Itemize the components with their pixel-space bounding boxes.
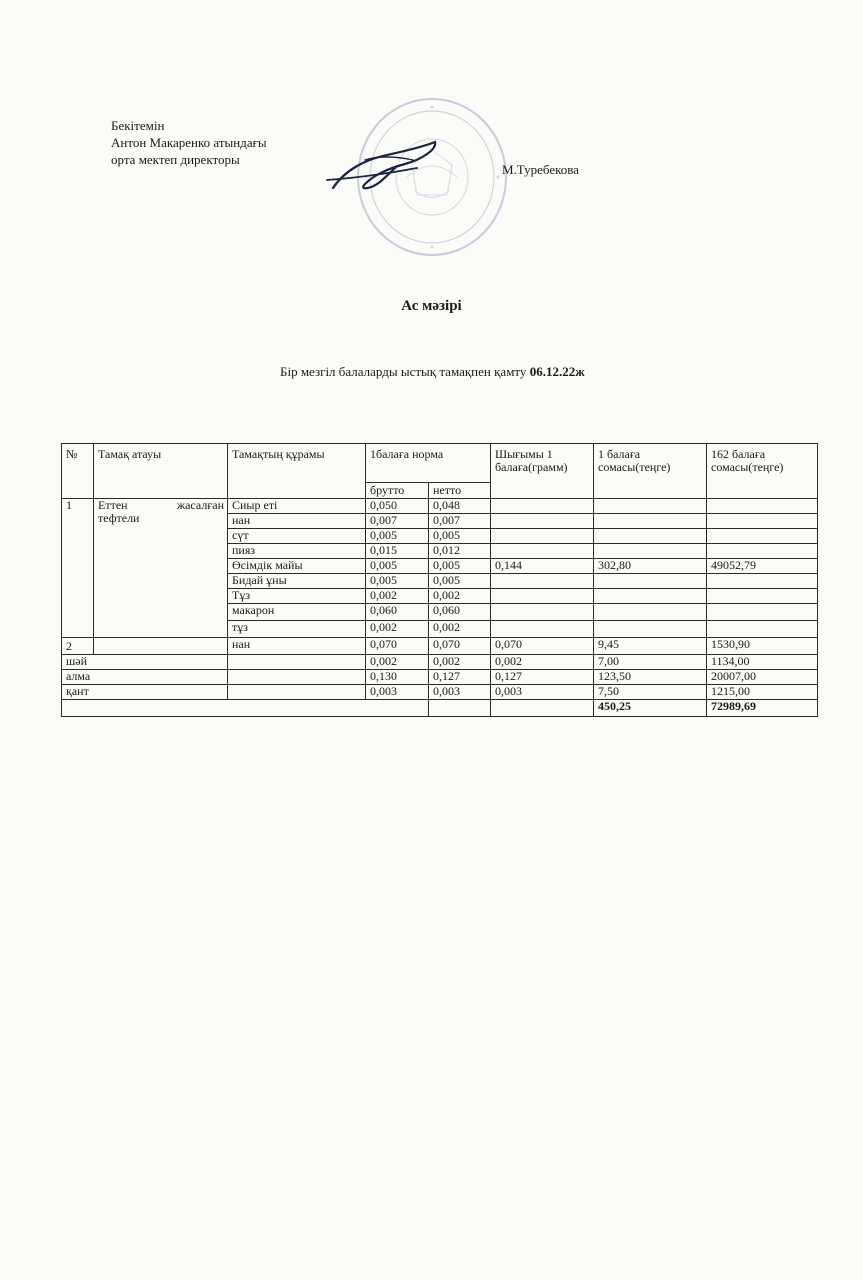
table-row xyxy=(62,499,818,514)
ingredient-netto: 0,005 xyxy=(429,529,491,544)
item-brutto: 0,002 xyxy=(366,655,429,670)
dish2-no: 2 xyxy=(62,638,94,655)
ingredient-brutto: 0,050 xyxy=(366,499,429,514)
ingredient-netto: 0,012 xyxy=(429,544,491,559)
item-ingredient xyxy=(228,670,366,685)
page-title: Ас мәзірі xyxy=(401,298,462,314)
empty-cell xyxy=(594,529,707,544)
ingredient-name: Сиыр еті xyxy=(228,499,366,514)
ingredient-brutto: 0,007 xyxy=(366,514,429,529)
ingredient-name: Бидай ұны xyxy=(228,574,366,589)
item-brutto: 0,130 xyxy=(366,670,429,685)
dish1-name-part3: тефтели xyxy=(98,511,140,525)
ingredient-brutto: 0,015 xyxy=(366,544,429,559)
header-brutto: брутто xyxy=(366,483,429,499)
page-subtitle xyxy=(280,364,585,380)
dish1-usage: 0,144 xyxy=(491,559,594,574)
empty-cell xyxy=(707,529,818,544)
ingredient-brutto: 0,005 xyxy=(366,529,429,544)
item-usage: 0,127 xyxy=(491,670,594,685)
ingredient-netto: 0,060 xyxy=(429,604,491,621)
ingredient-name: Тұз xyxy=(228,589,366,604)
ingredient-name: пияз xyxy=(228,544,366,559)
dish2-cost-1: 9,45 xyxy=(594,638,707,655)
total-cost-1: 450,25 xyxy=(594,700,707,717)
ingredient-name: Өсімдік майы xyxy=(228,559,366,574)
empty-cell xyxy=(491,574,594,589)
ingredient-netto: 0,048 xyxy=(429,499,491,514)
item-usage: 0,002 xyxy=(491,655,594,670)
dish1-name-part2: жасалған xyxy=(176,498,224,512)
empty-cell xyxy=(491,514,594,529)
empty-cell xyxy=(707,514,818,529)
item-cost-162: 20007,00 xyxy=(707,670,818,685)
empty-cell xyxy=(594,514,707,529)
ingredient-netto: 0,005 xyxy=(429,574,491,589)
header-no: № xyxy=(62,444,94,499)
empty-cell xyxy=(594,544,707,559)
dish1-name xyxy=(94,499,228,638)
empty-cell xyxy=(491,529,594,544)
dish1-no: 1 xyxy=(62,499,94,638)
item-ingredient xyxy=(228,685,366,700)
empty-cell xyxy=(491,604,594,621)
empty-cell xyxy=(491,589,594,604)
dish2-label xyxy=(94,638,228,655)
empty-cell xyxy=(594,574,707,589)
header-composition: Тамақтың құрамы xyxy=(228,444,366,499)
empty-cell xyxy=(707,499,818,514)
header-cost-162: 162 балаға сомасы(теңге) xyxy=(707,444,818,499)
ingredient-name: сүт xyxy=(228,529,366,544)
item-label: алма xyxy=(62,670,228,685)
ingredient-name: нан xyxy=(228,514,366,529)
dish2-usage: 0,070 xyxy=(491,638,594,655)
total-empty xyxy=(429,700,491,717)
director-name: М.Туребекова xyxy=(502,162,579,177)
empty-cell xyxy=(594,604,707,621)
ingredient-netto: 0,007 xyxy=(429,514,491,529)
empty-cell xyxy=(707,544,818,559)
item-netto: 0,127 xyxy=(429,670,491,685)
empty-cell xyxy=(594,499,707,514)
ingredient-brutto: 0,005 xyxy=(366,574,429,589)
subtitle-date: 06.12.22ж xyxy=(529,364,585,379)
approval-line-1: Бекітемін xyxy=(111,118,165,133)
dish1-cost-162: 49052,79 xyxy=(707,559,818,574)
ingredient-brutto: 0,060 xyxy=(366,604,429,621)
empty-cell xyxy=(707,589,818,604)
empty-cell xyxy=(491,544,594,559)
dish1-cost-1: 302,80 xyxy=(594,559,707,574)
ingredient-netto: 0,002 xyxy=(429,621,491,638)
total-empty xyxy=(62,700,429,717)
item-cost-162: 1215,00 xyxy=(707,685,818,700)
ingredient-netto: 0,005 xyxy=(429,559,491,574)
dish2-brutto: 0,070 xyxy=(366,638,429,655)
empty-cell xyxy=(707,604,818,621)
signature xyxy=(325,130,445,200)
dish2-cost-162: 1530,90 xyxy=(707,638,818,655)
ingredient-brutto: 0,002 xyxy=(366,621,429,638)
dish2-netto: 0,070 xyxy=(429,638,491,655)
header-cost-1: 1 балаға сомасы(теңге) xyxy=(594,444,707,499)
dish2-ingredient: нан xyxy=(228,638,366,655)
item-cost-1: 7,00 xyxy=(594,655,707,670)
subtitle-text: Бір мезгіл балаларды ыстық тамақпен қамту xyxy=(280,364,530,379)
dish1-name-part1: Еттен xyxy=(98,498,128,512)
ingredient-name: тұз xyxy=(228,621,366,638)
total-empty xyxy=(491,700,594,717)
table-header-row xyxy=(62,444,818,483)
table-row xyxy=(62,685,818,700)
empty-cell xyxy=(594,589,707,604)
table-row xyxy=(62,670,818,685)
item-cost-1: 123,50 xyxy=(594,670,707,685)
ingredient-name: макарон xyxy=(228,604,366,621)
item-netto: 0,003 xyxy=(429,685,491,700)
header-usage: Шығымы 1 балаға(грамм) xyxy=(491,444,594,499)
total-row xyxy=(62,700,818,717)
approval-line-2: Антон Макаренко атындағы xyxy=(111,135,267,150)
header-name: Тамақ атауы xyxy=(94,444,228,499)
empty-cell xyxy=(491,499,594,514)
ingredient-netto: 0,002 xyxy=(429,589,491,604)
header-norm: 1балаға норма xyxy=(366,444,491,483)
menu-table xyxy=(61,443,818,717)
empty-cell xyxy=(594,621,707,638)
item-usage: 0,003 xyxy=(491,685,594,700)
item-cost-1: 7,50 xyxy=(594,685,707,700)
item-label: шәй xyxy=(62,655,228,670)
ingredient-brutto: 0,005 xyxy=(366,559,429,574)
item-ingredient xyxy=(228,655,366,670)
empty-cell xyxy=(707,574,818,589)
approval-line-3: орта мектеп директоры xyxy=(111,152,240,167)
empty-cell xyxy=(707,621,818,638)
total-cost-162: 72989,69 xyxy=(707,700,818,717)
item-brutto: 0,003 xyxy=(366,685,429,700)
item-cost-162: 1134,00 xyxy=(707,655,818,670)
item-label: қант xyxy=(62,685,228,700)
empty-cell xyxy=(491,621,594,638)
approval-block xyxy=(111,117,267,168)
table-row xyxy=(62,638,818,655)
header-netto: нетто xyxy=(429,483,491,499)
table-row xyxy=(62,655,818,670)
item-netto: 0,002 xyxy=(429,655,491,670)
ingredient-brutto: 0,002 xyxy=(366,589,429,604)
